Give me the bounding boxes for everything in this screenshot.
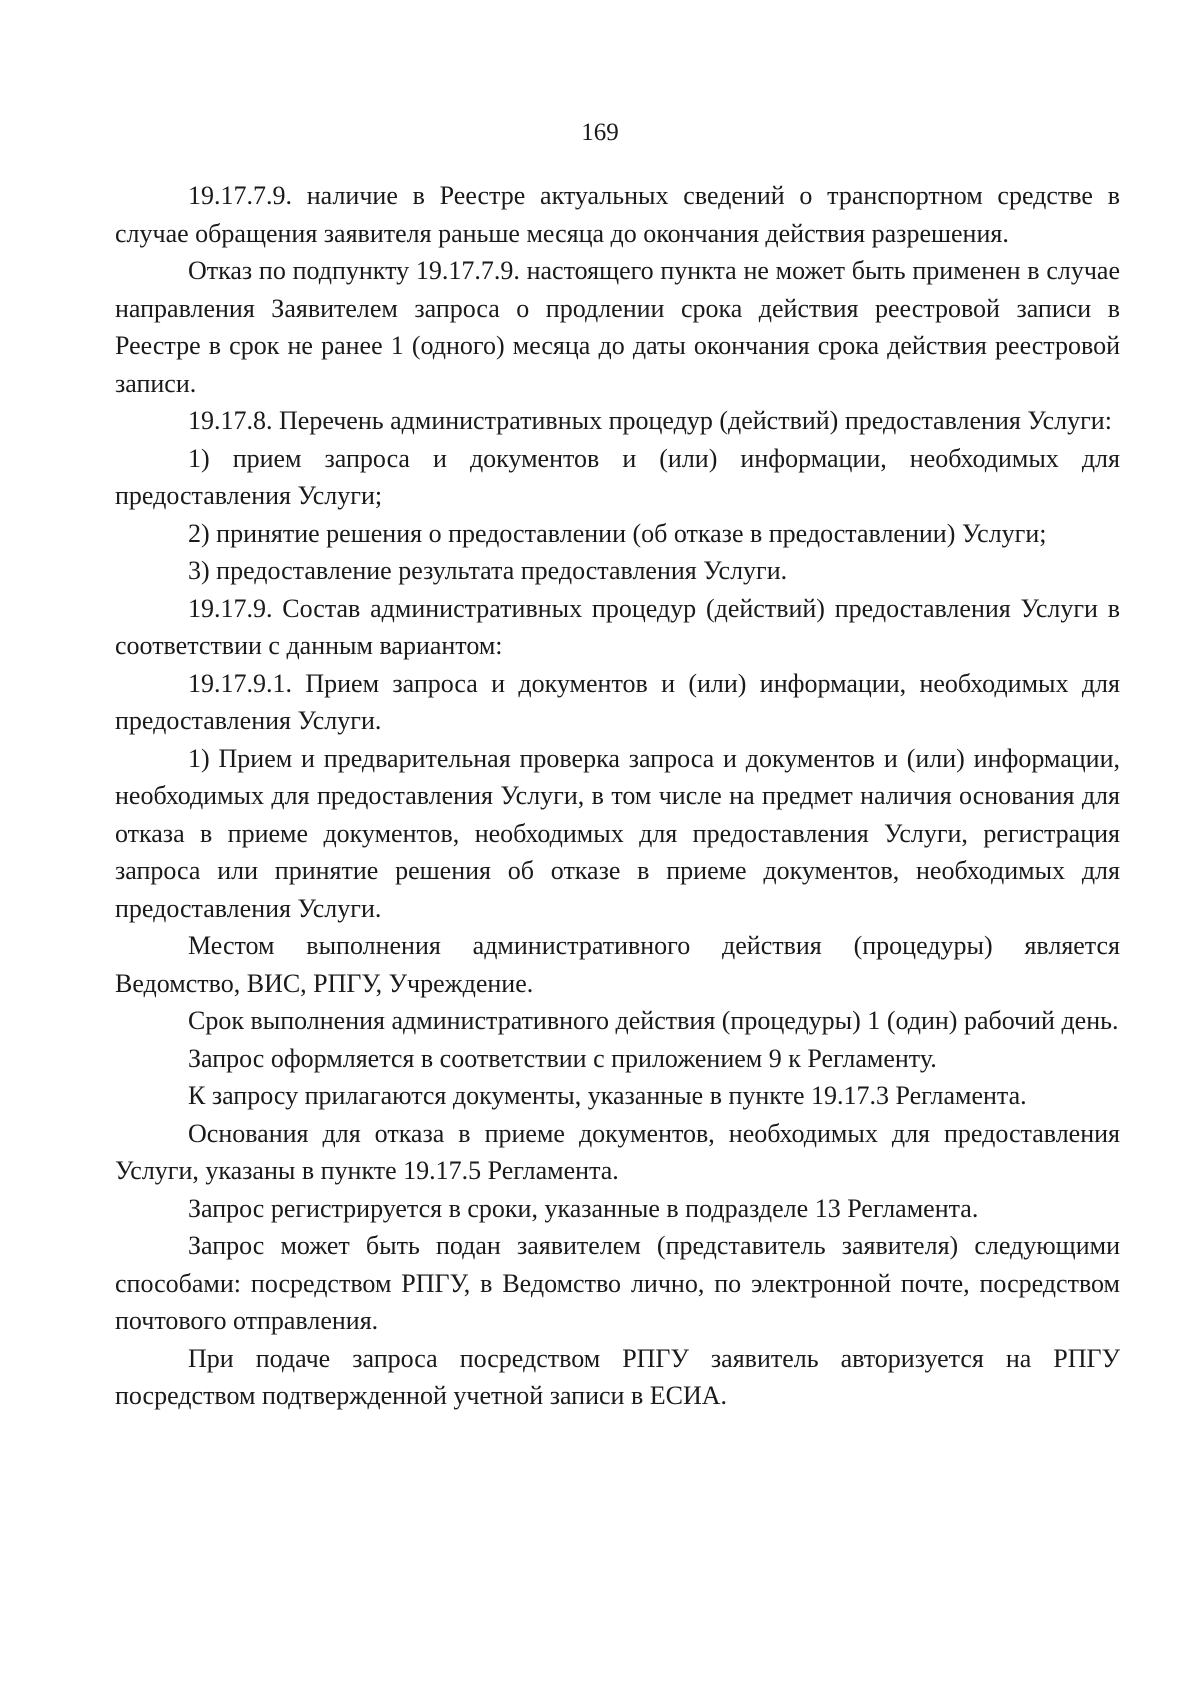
paragraph-request-form: Запрос оформляется в соответствии с приложением 9 к Регламенту. xyxy=(188,1043,937,1073)
paragraph-submission-methods: Запрос может быть подан заявителем (представитель заявителя) следующими способами: посредством РПГУ, в Ведомство лично, по электронной почте, посредством почтового отправления. xyxy=(115,1231,1120,1335)
paragraph-rpgu-authorization: При подаче запроса посредством РПГУ заявитель авторизуется на РПГУ посредством подтвержденной учетной записи в ЕСИА. xyxy=(115,1343,1120,1410)
document-body xyxy=(115,177,1120,1415)
list-item-2: 2) принятие решения о предоставлении (об отказе в предоставлении) Услуги; xyxy=(188,518,1047,548)
paragraph-refusal-grounds: Основания для отказа в приеме документов, необходимых для предоставления Услуги, указаны в пункте 19.17.5 Регламента. xyxy=(115,1118,1120,1185)
paragraph-place-of-execution: Местом выполнения административного действия (процедуры) является Ведомство, ВИС, РПГУ, Учреждение. xyxy=(115,931,1120,998)
list-item-3: 3) предоставление результата предоставления Услуги. xyxy=(188,556,788,585)
paragraph-19-17-9: 19.17.9. Состав административных процедур (действий) предоставления Услуги в соответствии с данным вариантом: xyxy=(115,593,1120,660)
paragraph-execution-term: Срок выполнения административного действия (процедуры) 1 (один) рабочий день. xyxy=(188,1006,1119,1035)
paragraph-refusal-note: Отказ по подпункту 19.17.7.9. настоящего пункта не может быть применен в случае направления Заявителем запроса о продлении срока действия реестровой записи в Реестре в срок не ранее 1 (одного) месяца до даты окончания срока действия реестровой записи. xyxy=(115,256,1120,398)
paragraph-registration-terms: Запрос регистрируется в сроки, указанные в подразделе 13 Регламента. xyxy=(188,1193,979,1223)
paragraph-19-17-7-9: 19.17.7.9. наличие в Реестре актуальных сведений о транспортном средстве в случае обращения заявителя раньше месяца до окончания действия разрешения. xyxy=(115,181,1120,248)
paragraph-19-17-8: 19.17.8. Перечень административных процедур (действий) предоставления Услуги: xyxy=(188,406,1112,435)
paragraph-reception-check: 1) Прием и предварительная проверка запроса и документов и (или) информации, необходимых для предоставления Услуги, в том числе на предмет наличия основания для отказа в приеме документов, необходимых для предоставления Услуги, регистрация запроса или принятие решения об отказе в приеме документов, необходимых для предоставления Услуги. xyxy=(115,743,1120,923)
page-number: 169 xyxy=(581,119,619,146)
paragraph-19-17-9-1: 19.17.9.1. Прием запроса и документов и (или) информации, необходимых для предоставления Услуги. xyxy=(115,668,1120,735)
paragraph-attached-documents: К запросу прилагаются документы, указанные в пункте 19.17.3 Регламента. xyxy=(188,1081,1027,1110)
list-item-1: 1) прием запроса и документов и (или) информации, необходимых для предоставления Услуги; xyxy=(115,443,1120,510)
